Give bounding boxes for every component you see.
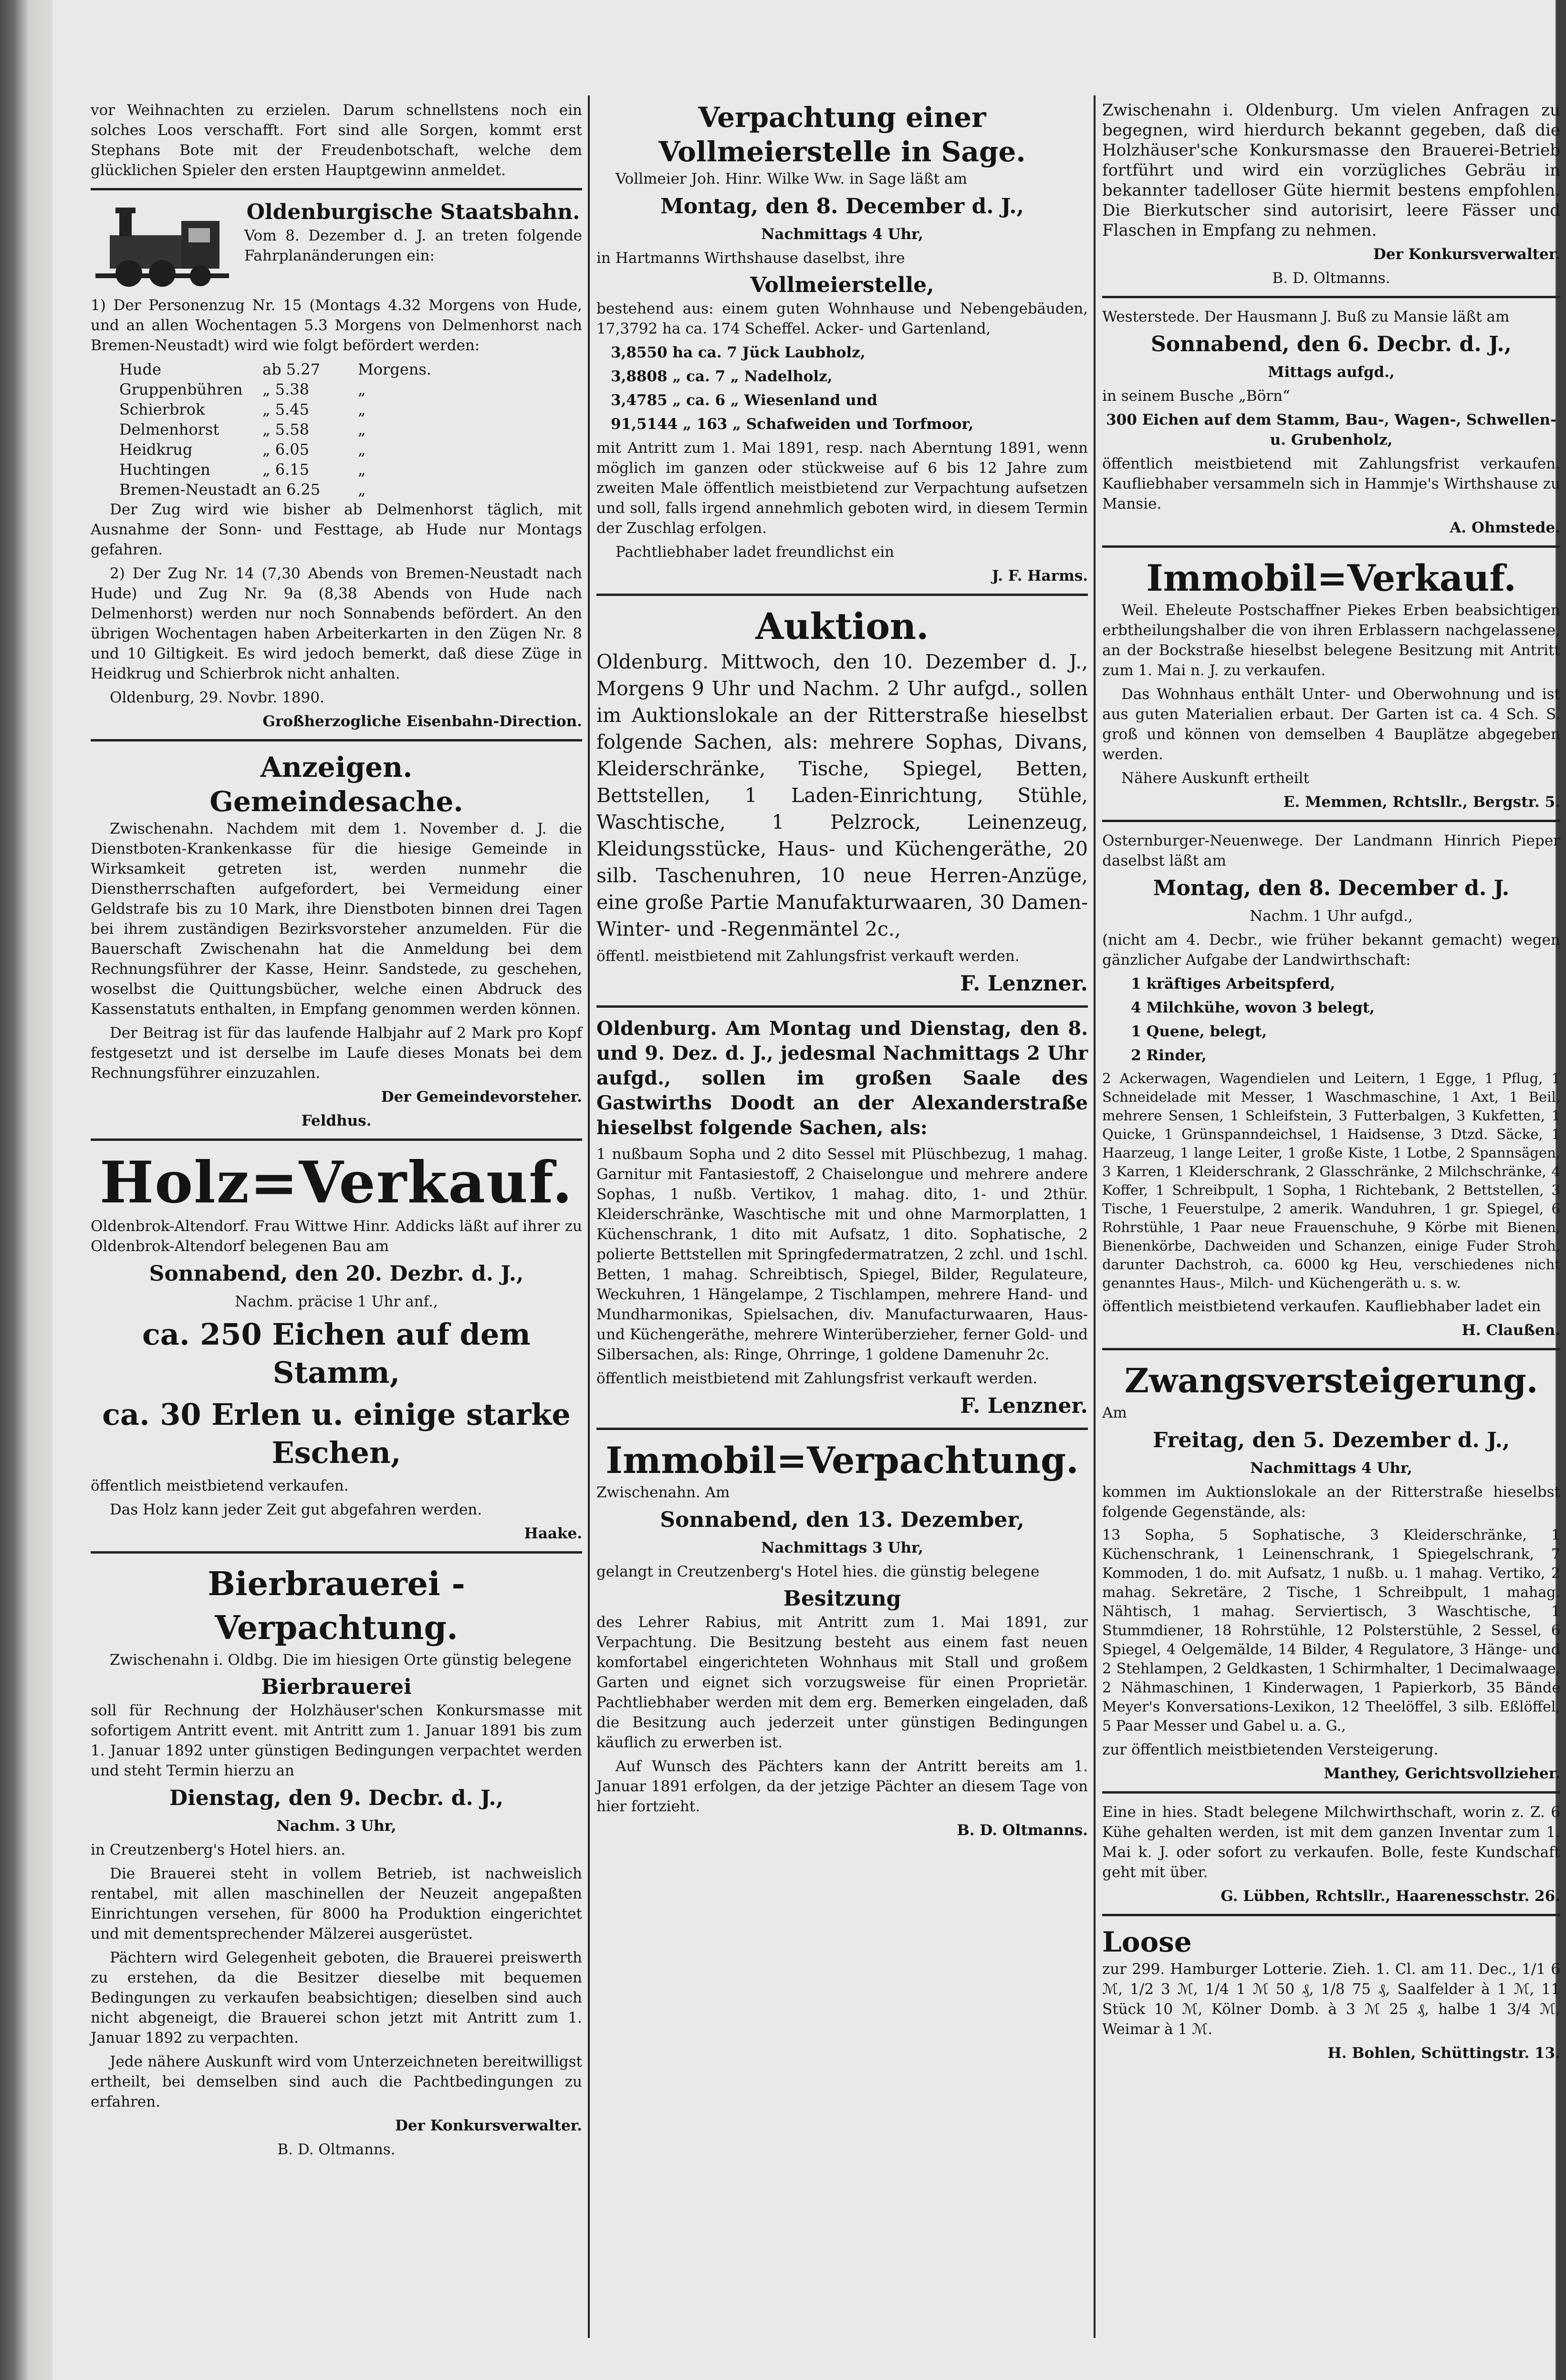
- bier-text: Zwischenahn i. Oldbg. Die im hiesigen Orte günstig belegene: [110, 1651, 572, 1669]
- gemeinde-text: Der Beitrag ist für das laufende Halbjahr auf 2 Mark pro Kopf festgesetzt und ist derselbe im Laufe dieses Monats bei dem Rechnungsführer einzuzahlen.: [91, 1024, 582, 1082]
- auktion2-text: Oldenburg. Am Montag und Dienstag, den 8. und 9. Dez. d. J., jedesmal Nachmittags 2 Uhr aufgd., sollen im großen Saale des Gastwirths Doodt an der Alexanderstraße hieselbst folgende Sachen, als:: [596, 1017, 1088, 1139]
- bahn-text: Der Zug wird wie bisher ab Delmenhorst täglich, mit Ausnahme der Sonn- und Festtage, ab Hude nur Montags gefahren.: [91, 501, 582, 558]
- oster-items: [1102, 974, 1560, 1065]
- oster-date: Montag, den 8. December d. J.: [1153, 876, 1510, 900]
- auktion2-text: öffentlich meistbietend mit Zahlungsfrist verkauft werden.: [596, 1370, 1038, 1387]
- timetable-time: „ 5.45: [262, 400, 309, 418]
- west-text: öffentlich meistbietend mit Zahlungsfrist verkaufen. Kaufliebhaber versammeln sich in Hammje's Wirthshause zu Mansie.: [1102, 455, 1560, 512]
- bier-text: soll für Rechnung der Holzhäuser'schen Konkursmasse mit sofortigem Antritt event. mit Antritt zum 1. Januar 1891 bis zum 1. Januar 1892 unter günstigen Bedingungen verpachtet werden und steht Termin hierzu an: [91, 1702, 582, 1779]
- separator: [1102, 1348, 1560, 1350]
- immo-sub: Besitzung: [783, 1587, 901, 1611]
- timetable-station: Heidkrug: [119, 440, 193, 459]
- timetable-row: [119, 359, 582, 379]
- separator: [1102, 296, 1560, 298]
- timetable-time: an 6.25: [262, 480, 321, 499]
- gemeinde-sign: Feldhus.: [301, 1112, 372, 1129]
- zw-sign: B. D. Oltmanns.: [1272, 270, 1390, 287]
- timetable-station: Gruppenbühren: [119, 380, 243, 398]
- immov-title: Immobil=Verkauf.: [1146, 557, 1516, 599]
- loose-sign: H. Bohlen, Schüttingstr. 13.: [1327, 2045, 1560, 2062]
- timetable-station: Delmenhorst: [119, 420, 219, 438]
- timetable-note: „: [358, 460, 366, 479]
- separator: [1102, 1914, 1560, 1916]
- holz-title: Holz=Verkauf.: [99, 1149, 574, 1216]
- bahn-title: Oldenburgische Staatsbahn.: [246, 200, 580, 224]
- voll-items: [596, 343, 1088, 434]
- voll-text: bestehend aus: einem guten Wohnhause und Nebengebäuden, 17,3792 ha ca. 174 Scheffel. Acker- und Gartenland,: [596, 300, 1088, 337]
- bahn-date: Oldenburg, 29. Novbr. 1890.: [110, 689, 324, 706]
- oster-item: 4 Milchkühe, wovon 3 belegt,: [1131, 999, 1375, 1016]
- timetable-station: Schierbrok: [119, 400, 205, 418]
- bier-place: in Creutzenberg's Hotel hiers. an.: [91, 1841, 346, 1858]
- timetable-row: [119, 480, 582, 500]
- separator: [1102, 1791, 1560, 1794]
- separator: [91, 1138, 582, 1141]
- column-2: [596, 100, 1088, 1844]
- oster-text: 2 Ackerwagen, Wagendielen und Leitern, 1 Egge, 1 Pflug, 1 Schneidelade mit Messer, 1 Waschmaschine, 1 Axt, 1 Beil, mehrere Sensen, 1 Schleifstein, 3 Futterbalgen, 3 Kukfetten, 1 Quicke, 1 Grünspanndeichsel, 1 Haidsense, 3 Dtzd. Säcke, 1 Haarzeug, 1 lange Leiter, 1 große Kiste, 1 Lotbe, 2 Spannsägen, 3 Karren, 1 Kleiderschrank, 2 Glasschränke, 2 Milchschränke, 4 Koffer, 1 Schreibpult, 1 Sopha, 1 Richtebank, 2 Bettstellen, 3 Tische, 1 Feuerstulpe, 2 amerik. Wanduhren, 1 gr. Spiegel, 6 Rohrstühle, 1 Paar neue Frauenschuhe, 9 Körbe mit Bienen, Bienenkörbe, Dachweiden und Schanzen, einige Fuder Stroh, darunter Dachstroh, ca. 6000 kg Heu, verschiedenes nicht genanntes Haus-, Milch- und Küchengeräth u. s. w.: [1102, 1070, 1560, 1291]
- voll-text: mit Antritt zum 1. Mai 1891, resp. nach Aberntung 1891, wenn möglich im ganzen oder stückweise auf 6 bis 12 Jahre zum zweiten Male öffentlich meistbietend zur Verpachtung aufsetzen und soll, falls irgend annehmlich geboten wird, in diesem Termin der Zuschlag erfolgen.: [596, 439, 1088, 537]
- separator: [1102, 545, 1560, 548]
- auktion-title: Auktion.: [755, 605, 929, 647]
- book-spine: [0, 0, 52, 2380]
- bier-text: Jede nähere Auskunft wird vom Unterzeichneten bereitwilligst ertheilt, bei demselben sind auch die Pachtbedingungen zu erfahren.: [91, 2053, 582, 2110]
- separator: [91, 188, 582, 190]
- voll-text: Pachtliebhaber ladet freundlichst ein: [616, 543, 894, 561]
- west-date: Sonnabend, den 6. Decbr. d. J.,: [1150, 332, 1512, 356]
- oster-item: 2 Rinder,: [1131, 1047, 1207, 1064]
- oster-item: 1 kräftiges Arbeitspferd,: [1131, 975, 1336, 992]
- zwang-date: Freitag, den 5. Dezember d. J.,: [1152, 1428, 1510, 1452]
- zwang-sign: Manthey, Gerichtsvollzieher.: [1324, 1765, 1560, 1782]
- timetable-note: Morgens.: [358, 360, 431, 378]
- holz-text: Oldenbrok-Altendorf. Frau Wittwe Hinr. Addicks läßt auf ihrer zu Oldenbrok-Altendorf belegenen Bau am: [91, 1218, 582, 1255]
- column-rule: [1094, 95, 1096, 2338]
- oster-item: 1 Quene, belegt,: [1131, 1023, 1267, 1040]
- timetable-time: „ 6.15: [262, 460, 309, 479]
- gemeinde-text: Zwischenahn. Nachdem mit dem 1. November d. J. die Dienstboten-Krankenkasse für die hiesige Gemeinde in Wirksamkeit getreten ist, werden nunmehr die Dienstherrschaften aufgefordert, bei Vermeidung einer Geldstrafe bis zu 10 Mark, ihre Dienstboten binnen drei Tagen bei ihrem zuständigen Bezirksvorsteher anzumelden. Für die Bauerschaft Zwischenahn hat die Anmeldung bei dem Rechnungsführer der Kasse, Heinr. Sandstede, zu geschehen, woselbst die Quittungsbücher, welche einen Abdruck des Kassenstatuts enthalten, in Empfang genommen werden können.: [91, 820, 582, 1018]
- west-sign: A. Ohmstede.: [1450, 519, 1560, 536]
- timetable-row: [119, 439, 582, 459]
- immo-text: Zwischenahn. Am: [596, 1484, 730, 1501]
- column-rule: [588, 95, 590, 2338]
- bier-sub: Bierbrauerei: [261, 1675, 412, 1699]
- oster-text: (nicht am 4. Decbr., wie früher bekannt gemacht) wegen gänzlicher Aufgabe der Landwirthschaft:: [1102, 931, 1560, 969]
- immo-title: Immobil=Verpachtung.: [606, 1439, 1079, 1482]
- bier-sign: Der Konkursverwalter.: [395, 2117, 582, 2134]
- holz-text: Das Holz kann jeder Zeit gut abgefahren werden.: [110, 1501, 482, 1518]
- immo-date: Sonnabend, den 13. Dezember,: [660, 1508, 1024, 1532]
- west-text: Westerstede. Der Hausmann J. Buß zu Mansie läßt am: [1102, 308, 1510, 325]
- timetable-row: [119, 379, 582, 399]
- timetable-time: ab 5.27: [262, 360, 320, 378]
- column-1: [91, 100, 582, 2163]
- timetable-note: „: [358, 400, 366, 418]
- separator: [91, 739, 582, 741]
- zwang-text: 13 Sopha, 5 Sophatische, 3 Kleiderschränke, 1 Küchenschrank, 1 Leinenschrank, 1 Spiegelschrank, 7 Kommoden, 1 do. mit Aufsatz, 1 nußb. u. 1 mahag. Vertiko, 2 mahag. Sekretäre, 2 Tische, 1 Schreibpult, 1 mahag. Nähtisch, 1 mahag. Serviertisch, 3 Waschtische, 1 Stummdiener, 18 Rohrstühle, 12 Polsterstühle, 2 Sessel, 6 Spiegel, 4 Oelgemälde, 14 Bilder, 4 Regulatore, 3 Hänge- und 2 Stehlampen, 2 Geldkasten, 1 Schirmhalter, 1 Decimalwaage, 2 Nähmaschinen, 1 Kinderwagen, 1 Papierkorb, 35 Bände Meyer's Konversations-Lexikon, 12 Theelöffel, 3 silb. Eßlöffel, 5 Paar Messer und Gabel u. a. G.,: [1102, 1527, 1560, 1734]
- timetable-row: [119, 399, 582, 419]
- bahn-text: 2) Der Zug Nr. 14 (7,30 Abends von Bremen-Neustadt nach Hude) und Zug Nr. 9a (8,38 Abends von Hude nach Delmenhorst) werden nur noch Sonnabends befördert. An den übrigen Wochentagen haben Arbeiterkarten in den Zügen Nr. 8 und 10 Giltigkeit. Es wird jedoch bemerkt, daß diese Züge in Heidkrug und Schierbrok nicht anhalten.: [91, 565, 582, 682]
- voll-date: Montag, den 8. December d. J.,: [660, 194, 1024, 219]
- column-3: [1102, 100, 1560, 2067]
- timetable-note: „: [358, 480, 366, 499]
- zwang-title: Zwangsversteigerung.: [1124, 1361, 1538, 1400]
- zwang-text: Am: [1102, 1404, 1127, 1421]
- bier-title: Bierbrauerei - Verpachtung.: [208, 1565, 465, 1647]
- timetable-time: „ 5.58: [262, 420, 309, 438]
- immo-sign: B. D. Oltmanns.: [957, 1822, 1088, 1839]
- separator: [91, 1551, 582, 1554]
- separator: [596, 1005, 1088, 1008]
- immov-sign: E. Memmen, Rchtsllr., Bergstr. 5.: [1283, 793, 1560, 811]
- auktion-text: Oldenburg. Mittwoch, den 10. Dezember d. J., Morgens 9 Uhr und Nachm. 2 Uhr aufgd., sollen im Auktionslokale an der Ritterstraße hieselbst folgende Sachen, als: mehrere Sophas, Divans, Kleiderschränke, Tische, Spiegel, Betten, Bettstellen, 1 Laden-Einrichtung, Stühle, Waschtische, 1 Pelzrock, Leinenzeug, Kleidungsstücke, Haus- und Küchengeräthe, 20 silb. Taschenuhren, 10 neue Herren-Anzüge, eine große Partie Manufakturwaaren, 30 Damen-Winter- und -Regenmäntel 2c.,: [596, 650, 1088, 940]
- voll-title: Verpachtung einer Vollmeierstelle in Sage.: [658, 101, 1026, 168]
- bahn-text: Vom 8. Dezember d. J. an treten folgende Fahrplanänderungen ein:: [244, 227, 582, 264]
- bier-sign: B. D. Oltmanns.: [277, 2141, 396, 2158]
- timetable-note: „: [358, 440, 366, 459]
- voll-time: Nachmittags 4 Uhr,: [761, 226, 923, 243]
- loose-text: zur 299. Hamburger Lotterie. Zieh. 1. Cl. am 11. Dec., 1/1 6 ℳ, 1/2 3 ℳ, 1/4 1 ℳ 50 ₰, 1/8 75 ₰, Saalfelder à 1 ℳ, 11 Stück 10 ℳ, Kölner Domb. à 3 ℳ 25 ₰, halbe 1 3/4 ℳ, Weimar à 1 ℳ.: [1102, 1961, 1561, 2038]
- anzeigen-heading: Anzeigen.: [260, 751, 413, 783]
- bier-text: Die Brauerei steht in vollem Betrieb, ist nachweislich rentabel, mit allen maschinellen der Neuzeit angepaßten Einrichtungen versehen, für 8000 ha Produktion eingerichtet und mit dementsprechender Mälzerei ausgerüstet.: [91, 1865, 582, 1942]
- voll-item: 91,5144 „ 163 „ Schafweiden und Torfmoor,: [611, 416, 974, 433]
- bahn-ad: [91, 199, 582, 731]
- milch-text: Eine in hies. Stadt belegene Milchwirthschaft, worin z. Z. 6 Kühe gehalten werden, ist mit dem ganzen Inventar zum 1. Mai k. J. oder sofort zu verkaufen. Bolle, feste Kundschaft geht mit über.: [1102, 1804, 1560, 1881]
- west-time: Mittags aufgd.,: [1268, 364, 1395, 381]
- separator: [596, 1428, 1088, 1430]
- auktion2-text: 1 nußbaum Sopha und 2 dito Sessel mit Plüschbezug, 1 mahag. Garnitur mit Fantasiestoff, 2 Chaiselongue und mehrere andere Sophas, 1 nußb. Vertikov, 1 mahag. dito, 1- und 2thür. Kleiderschränke, Waschtische mit und ohne Marmorplatten, 1 Küchenschrank, 1 dito mit Aufsatz, 1 dito. Sophatische, 2 polierte Bettstellen mit Springfedermatratzen, 2 zchl. und 1schl. Betten, 1 mahag. Schreibtisch, Spiegel, Bilder, Regulateure, Weckuhren, 1 Hängelampe, 2 Tischlampen, mehrere Hand- und Mundharmonikas, Spielsachen, div. Manufacturwaaren, Haus- und Küchengeräthe, mehrere Winterüberzieher, ferner Gold- und Silbersachen, als: Ringe, Ohrringe, 1 goldene Damenuhr 2c.: [596, 1146, 1088, 1363]
- voll-text: Vollmeier Joh. Hinr. Wilke Ww. in Sage läßt am: [616, 170, 967, 188]
- bahn-sign: Großherzogliche Eisenbahn-Direction.: [262, 713, 582, 730]
- timetable-note: „: [358, 420, 366, 438]
- oster-text: Osternburger-Neuenwege. Der Landmann Hinrich Pieper daselbst läßt am: [1102, 832, 1560, 869]
- bier-date: Dienstag, den 9. Decbr. d. J.,: [169, 1786, 504, 1810]
- bahn-text: 1) Der Personenzug Nr. 15 (Montags 4.32 Morgens von Hude, und an allen Wochentagen 5.3 Morgens von Delmenhorst nach Bremen-Neustadt) wird wie folgt befördert werden:: [91, 297, 582, 354]
- timetable-row: [119, 419, 582, 439]
- zwang-time: Nachmittags 4 Uhr,: [1250, 1460, 1412, 1477]
- timetable-station: Hude: [119, 360, 161, 378]
- milch-sign: G. Lübben, Rchtsllr., Haarenesschstr. 26.: [1221, 1888, 1560, 1905]
- bier-text: Pächtern wird Gelegenheit geboten, die Brauerei preiswerth zu erstehen, da die Besitzer dieselbe mit bequemen Bedingungen zu verkaufen beabsichtigen; dieselben sind auch nicht abgeneigt, die Brauerei schon jetzt mit Antritt zum 1. Januar 1892 zu verpachten.: [91, 1949, 582, 2046]
- zwang-text: kommen im Auktionslokale an der Ritterstraße hieselbst folgende Gegenstände, als:: [1102, 1483, 1560, 1521]
- gemeinde-sign: Der Gemeindevorsteher.: [381, 1088, 582, 1106]
- holz-big: ca. 250 Eichen auf dem Stamm,: [142, 1317, 531, 1390]
- holz-time: Nachm. präcise 1 Uhr anf.,: [235, 1293, 438, 1310]
- auktion2-sign: F. Lenzner.: [960, 1394, 1088, 1418]
- holz-big: ca. 30 Erlen u. einige starke Eschen,: [102, 1397, 571, 1470]
- immov-text: Weil. Eheleute Postschaffner Piekes Erben beabsichtigen erbtheilungshalber die von ihren Erblassern nachgelassene, an der Bockstraße hieselbst belegene Besitzung mit Antritt zum 1. Mai n. J. zu verkaufen.: [1102, 602, 1560, 679]
- gemeinde-title: Gemeindesache.: [209, 785, 463, 818]
- immo-text: Auf Wunsch des Pächters kann der Antritt bereits am 1. Januar 1891 erfolgen, da der jetzige Pächter an diesem Tage von hier fortzieht.: [596, 1758, 1088, 1815]
- loose-title: Loose: [1102, 1926, 1192, 1958]
- zw-sign: Der Konkursverwalter.: [1373, 246, 1560, 263]
- oster-text: öffentlich meistbietend verkaufen. Kaufliebhaber ladet ein: [1102, 1298, 1541, 1315]
- timetable-row: [119, 459, 582, 480]
- timetable-time: „ 5.38: [262, 380, 309, 398]
- immo-time: Nachmittags 3 Uhr,: [761, 1539, 923, 1556]
- voll-item: 3,8550 ha ca. 7 Jück Laubholz,: [611, 344, 866, 361]
- timetable-time: „ 6.05: [262, 440, 309, 459]
- timetable-station: Bremen-Neustadt: [119, 480, 257, 499]
- intro-text: vor Weihnachten zu erzielen. Darum schnellstens noch ein solches Loos verschafft. Fort sind alle Sorgen, kommt erst Stephans Bote mit der Freudenbotschaft, welche dem glücklichen Spieler den ersten Hauptgewinn anmeldet.: [91, 102, 582, 179]
- west-big: 300 Eichen auf dem Stamm, Bau-, Wagen-, Schwellen- u. Grubenholz,: [1106, 411, 1556, 449]
- locomotive-icon: [91, 202, 234, 292]
- holz-text: öffentlich meistbietend verkaufen.: [91, 1477, 349, 1494]
- oster-time: Nachm. 1 Uhr aufgd.,: [1250, 908, 1413, 925]
- immo-text: des Lehrer Rabius, mit Antritt zum 1. Mai 1891, zur Verpachtung. Die Besitzung besteht aus einem fast neuen komfortabel eingerichteten Wohnhaus mit Stall und großem Garten und eignet sich vorzugsweise für einen Proprietär. Pachtliebhaber werden mit dem erg. Bemerken eingeladen, daß die Besitzung auch jederzeit unter günstigen Bedingungen käuflich zu erwerben ist.: [596, 1614, 1088, 1751]
- timetable-station: Huchtingen: [119, 460, 210, 479]
- oster-sign: H. Claußen.: [1462, 1322, 1560, 1339]
- bier-time: Nachm. 3 Uhr,: [276, 1817, 397, 1835]
- timetable: [119, 359, 582, 500]
- voll-place: in Hartmanns Wirthshause daselbst, ihre: [596, 250, 905, 267]
- voll-item: 3,8808 „ ca. 7 „ Nadelholz,: [611, 368, 833, 385]
- auktion-sign: F. Lenzner.: [960, 971, 1088, 996]
- auktion-text: öffentl. meistbietend mit Zahlungsfrist verkauft werden.: [596, 948, 1020, 965]
- holz-sign: Haake.: [524, 1525, 582, 1542]
- zwang-text: zur öffentlich meistbietenden Versteigerung.: [1102, 1741, 1439, 1758]
- immo-text: gelangt in Creutzenberg's Hotel hies. die günstig belegene: [596, 1563, 1040, 1580]
- immov-text: Nähere Auskunft ertheilt: [1121, 770, 1309, 787]
- zw-text: Zwischenahn i. Oldenburg. Um vielen Anfragen zu begegnen, wird hierdurch bekannt gegeben, daß die Holzhäuser'sche Konkursmasse den Brauerei-Betrieb fortführt und wird ein vorzügliches Gebräu in bekannter tadelloser Güte hiermit bestens empfohlen. Die Bierkutscher sind autorisirt, leere Fässer und Flaschen in Empfang zu nehmen.: [1102, 101, 1560, 240]
- immov-text: Das Wohnhaus enthält Unter- und Oberwohnung und ist aus guten Materialien erbaut. Der Garten ist ca. 4 Sch. S. groß und können von demselben 4 Bauplätze abgegeben werden.: [1102, 686, 1560, 763]
- separator: [1102, 820, 1560, 822]
- voll-item: 3,4785 „ ca. 6 „ Wiesenland und: [611, 392, 877, 409]
- timetable-note: „: [358, 380, 366, 398]
- voll-sign: J. F. Harms.: [992, 567, 1088, 585]
- voll-sub: Vollmeierstelle,: [750, 273, 934, 297]
- separator: [596, 594, 1088, 596]
- west-text: in seinem Busche „Börn“: [1102, 387, 1290, 405]
- holz-date: Sonnabend, den 20. Dezbr. d. J.,: [149, 1262, 524, 1286]
